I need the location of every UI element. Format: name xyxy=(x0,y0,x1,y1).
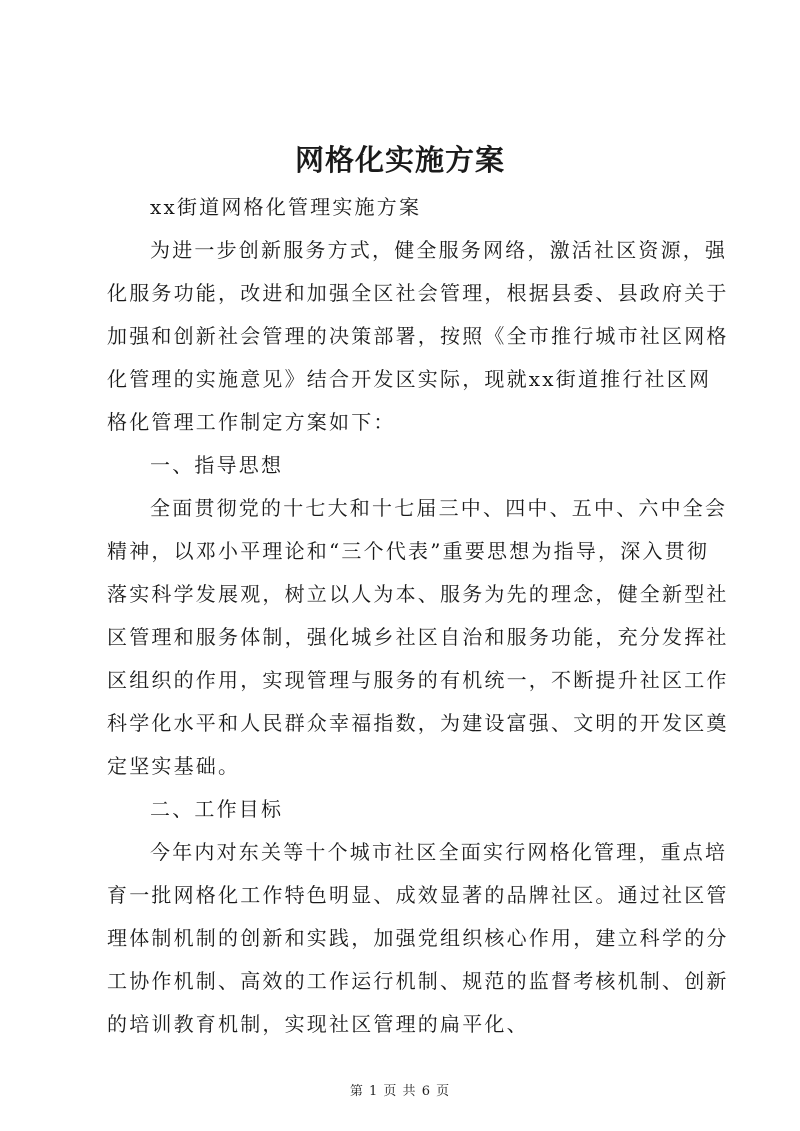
body-line: 的培训教育机制，实现社区管理的扁平化、 xyxy=(107,1012,529,1036)
body-line: 工协作机制、高效的工作运行机制、规范的监督考核机制、创新 xyxy=(107,969,729,993)
body-line: 化管理的实施意见》结合开发区实际，现就xx街道推行社区网 xyxy=(107,367,712,391)
body-line: 育一批网格化工作特色明显、成效显著的品牌社区。通过社区管 xyxy=(107,883,729,907)
body-line: 为进一步创新服务方式，健全服务网络，激活社区资源，强 xyxy=(150,238,728,262)
body-line: 今年内对东关等十个城市社区全面实行网格化管理，重点培 xyxy=(150,840,728,864)
body-line: 理体制机制的创新和实践，加强党组织核心作用，建立科学的分 xyxy=(107,926,729,950)
body-line: 格化管理工作制定方案如下： xyxy=(107,410,396,434)
body-line: 定坚实基础。 xyxy=(107,754,241,778)
body-line: 区管理和服务体制，强化城乡社区自治和服务功能，充分发挥社 xyxy=(107,625,729,649)
body-line: 化服务功能，改进和加强全区社会管理，根据县委、县政府关于 xyxy=(107,281,729,305)
section-heading: 一、指导思想 xyxy=(150,453,284,477)
page-footer: 第 1 页 共 6 页 xyxy=(349,1084,451,1099)
body-line: 加强和创新社会管理的决策部署，按照《全市推行城市社区网格 xyxy=(107,324,729,348)
body-line: 落实科学发展观，树立以人为本、服务为先的理念，健全新型社 xyxy=(107,582,729,606)
subtitle-line: xx街道网格化管理实施方案 xyxy=(150,195,422,219)
body-line: 科学化水平和人民群众幸福指数，为建设富强、文明的开发区奠 xyxy=(107,711,729,735)
document-title: 网格化实施方案 xyxy=(294,143,505,177)
body-line: 区组织的作用，实现管理与服务的有机统一，不断提升社区工作 xyxy=(107,668,729,692)
body-line: 全面贯彻党的十七大和十七届三中、四中、五中、六中全会 xyxy=(150,496,728,520)
body-line: 精神，以邓小平理论和“三个代表”重要思想为指导，深入贯彻 xyxy=(107,539,710,563)
section-heading: 二、工作目标 xyxy=(150,797,284,821)
